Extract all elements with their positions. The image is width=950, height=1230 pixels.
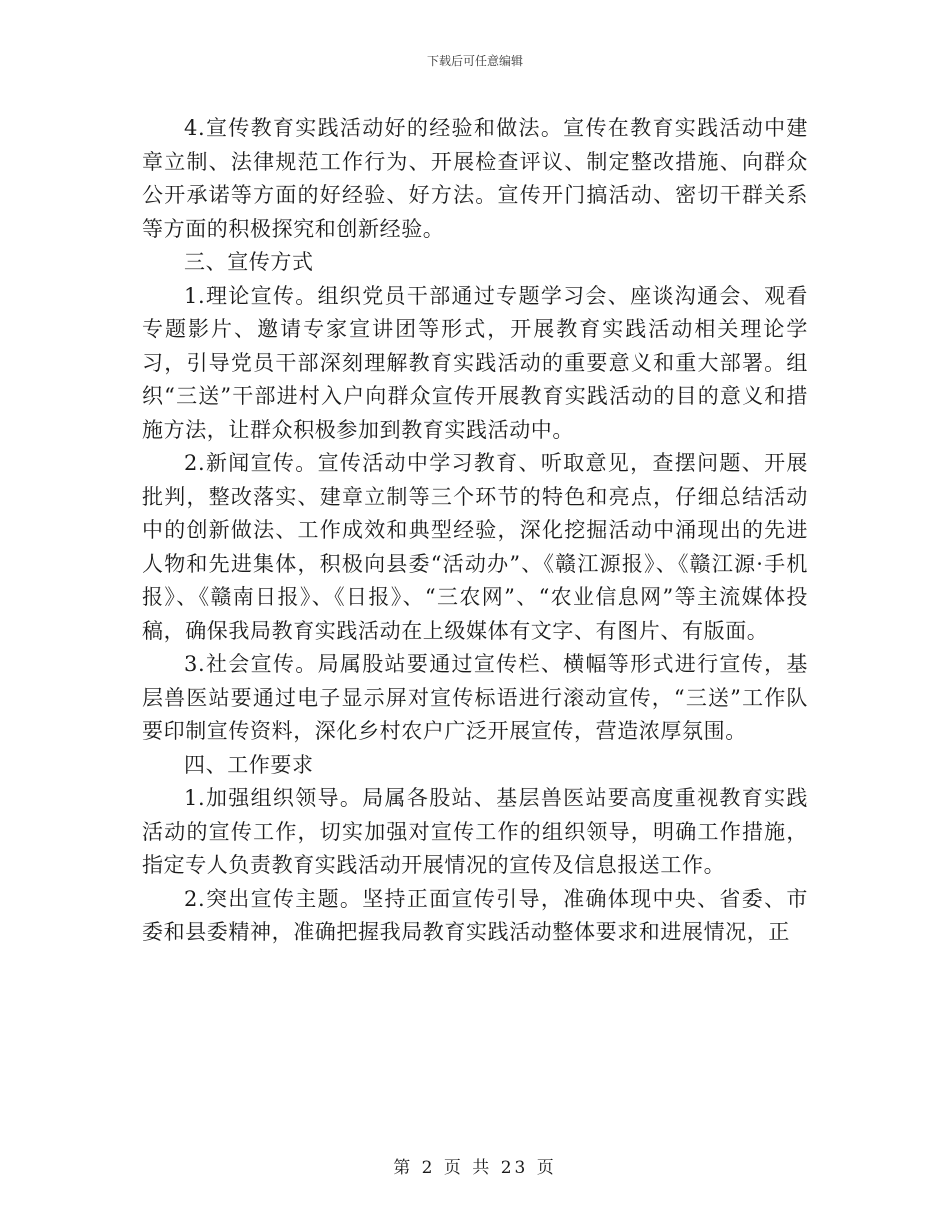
- document-body: [142, 112, 808, 950]
- paragraph-social-publicity: 3.社会宣传。局属股站要通过宣传栏、横幅等形式进行宣传，基层兽医站要通过电子显示屏对宣传标语进行滚动宣传，“三送”工作队要印制宣传资料，深化乡村农户广泛开展宣传，营造浓厚氛围。: [142, 652, 808, 743]
- paragraph-highlight-theme: 2.突出宣传主题。坚持正面宣传引导，准确体现中央、省委、市委和县委精神，准确把握我局教育实践活动整体要求和进展情况，正: [142, 886, 808, 944]
- paragraph-news-publicity: 2.新闻宣传。宣传活动中学习教育、听取意见，查摆问题、开展批判，整改落实、建章立制等三个环节的特色和亮点，仔细总结活动中的创新做法、工作成效和典型经验，深化挖掘活动中涌现出的先进人物和先进集体，积极向县委“活动办”、《赣江源报》、《赣江源·手机报》、《赣南日报》、《日报》、“三农网”、“农业信息网”等主流媒体投稿，确保我局教育实践活动在上级媒体有文字、有图片、有版面。: [142, 451, 808, 643]
- page-footer: 第 2 页 共 23 页: [393, 1158, 557, 1178]
- paragraph-item-4: 4.宣传教育实践活动好的经验和做法。宣传在教育实践活动中建章立制、法律规范工作行为、开展检查评议、制定整改措施、向群众公开承诺等方面的好经验、好方法。宣传开门搞活动、密切干群关系等方面的积极探究和创新经验。: [142, 116, 808, 241]
- page-header: 下载后可任意编辑: [426, 54, 523, 68]
- section-heading-4: 四、工作要求: [184, 752, 314, 777]
- section-heading-3: 三、宣传方式: [184, 250, 314, 274]
- paragraph-organization-leadership: 1.加强组织领导。局属各股站、基层兽医站要高度重视教育实践活动的宣传工作，切实加强对宣传工作的组织领导，明确工作措施，指定专人负责教育实践活动开展情况的宣传及信息报送工作。: [142, 786, 808, 877]
- paragraph-theory-publicity: 1.理论宣传。组织党员干部通过专题学习会、座谈沟通会、观看专题影片、邀请专家宣讲团等形式，开展教育实践活动相关理论学习，引导党员干部深刻理解教育实践活动的重要意义和重大部署。组织“三送”干部进村入户向群众宣传开展教育实践活动的目的意义和措施方法，让群众积极参加到教育实践活动中。: [142, 283, 808, 442]
